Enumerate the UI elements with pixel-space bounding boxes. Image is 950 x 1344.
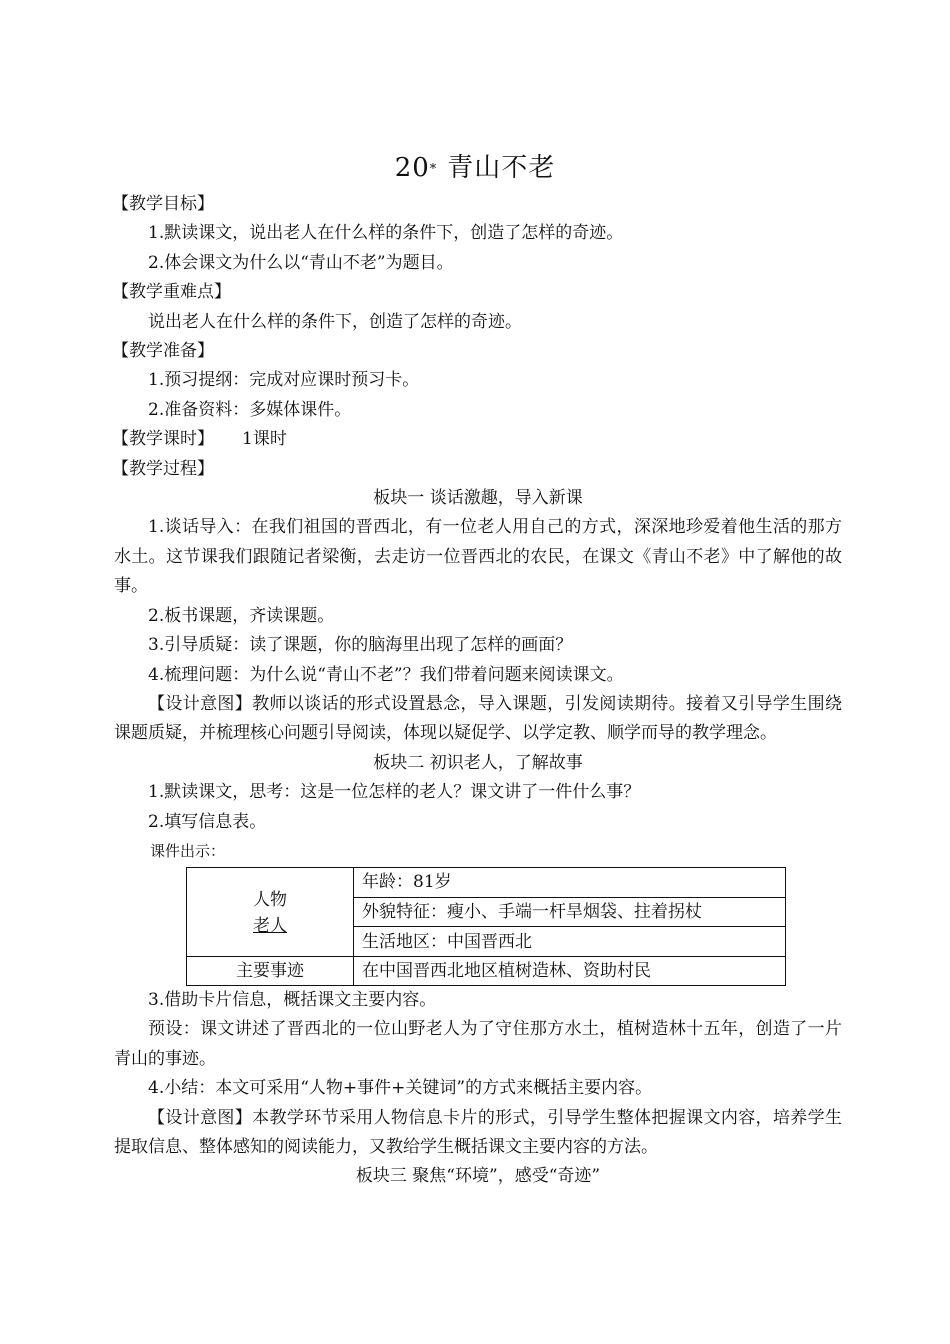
person-label: 人物 — [253, 889, 287, 910]
block2-preset: 预设：课文讲述了晋西北的一位山野老人为了守住那方水土，植树造林十五年，创造了一片青山的事迹。 — [114, 1019, 842, 1069]
lesson-mark: * — [429, 162, 438, 177]
block1-step4: 4.梳理问题：为什么说“青山不老”？我们带着问题来阅读课文。 — [148, 664, 624, 685]
lesson-number: 20 — [394, 153, 430, 183]
age-cell: 年龄：81岁 — [354, 867, 786, 897]
block1-step1: 1.谈话导入：在我们祖国的晋西北，有一位老人用自己的方式，深深地珍爱着他生活的那方水土。这节课我们跟随记者梁衡，去走访一位晋西北的农民，在课文《青山不老》中了解他的故事。 — [114, 517, 842, 597]
courseware-note: 课件出示： — [150, 841, 226, 860]
block2-step2: 2.填写信息表。 — [148, 811, 267, 832]
appearance-cell: 外貌特征：瘦小、手端一杆旱烟袋、拄着拐杖 — [354, 897, 786, 927]
block2-design-intent: 【设计意图】本教学环节采用人物信息卡片的形式，引导学生整体把握课文内容，培养学生提取信息、整体感知的阅读能力，又教给学生概括课文主要内容的方法。 — [114, 1107, 842, 1157]
region-cell: 生活地区：中国晋西北 — [354, 927, 786, 957]
goals-heading: 【教学目标】 — [112, 194, 214, 214]
block3-heading: 板块三 聚焦“环境”，感受“奇迹” — [355, 1166, 601, 1187]
block1-step3: 3.引导质疑：读了课题，你的脑海里出现了怎样的画面？ — [148, 635, 573, 656]
lesson-body — [114, 190, 842, 1192]
deeds-label-cell: 主要事迹 — [187, 956, 354, 985]
key-points-text: 说出老人在什么样的条件下，创造了怎样的奇迹。 — [148, 311, 522, 332]
lesson-title-text: 青山不老 — [447, 153, 556, 183]
goal-item: 2.体会课文为什么以“青山不老”为题目。 — [148, 252, 454, 273]
info-table — [186, 867, 786, 986]
preparation-item: 2.准备资料：多媒体课件。 — [148, 399, 352, 420]
block1-design-intent: 【设计意图】教师以谈话的形式设置悬念，导入课题，引发阅读期待。接着又引导学生围绕课题质疑，并梳理核心问题引导阅读，体现以疑促学、以学定教、顺学而导的教学理念。 — [114, 693, 842, 744]
class-hours-value: 1课时 — [242, 429, 287, 450]
goal-item: 1.默读课文，说出老人在什么样的条件下，创造了怎样的奇迹。 — [148, 223, 624, 244]
process-heading: 【教学过程】 — [112, 458, 214, 479]
deeds-cell: 在中国晋西北地区植树造林、资助村民 — [354, 956, 786, 985]
block2-step4: 4.小结：本文可采用“人物+事件+关键词”的方式来概括主要内容。 — [148, 1078, 653, 1099]
block2-step1: 1.默读课文，思考：这是一位怎样的老人？课文讲了一件什么事？ — [148, 782, 641, 803]
person-cell — [187, 867, 354, 956]
class-hours-line — [112, 425, 842, 454]
class-hours-heading: 【教学课时】 — [112, 429, 214, 450]
block1-step2: 2.板书课题，齐读课题。 — [148, 605, 335, 626]
block2-heading: 板块二 初识老人，了解故事 — [373, 752, 583, 773]
preparation-heading: 【教学准备】 — [112, 341, 214, 362]
key-points-heading: 【教学重难点】 — [112, 282, 231, 303]
lesson-title — [0, 150, 950, 186]
preparation-item: 1.预习提纲：完成对应课时预习卡。 — [148, 370, 420, 391]
block1-heading: 板块一 谈话激趣，导入新课 — [373, 488, 583, 509]
person-value: 老人 — [253, 915, 287, 936]
block2-step3: 3.借助卡片信息，概括课文主要内容。 — [148, 989, 437, 1010]
